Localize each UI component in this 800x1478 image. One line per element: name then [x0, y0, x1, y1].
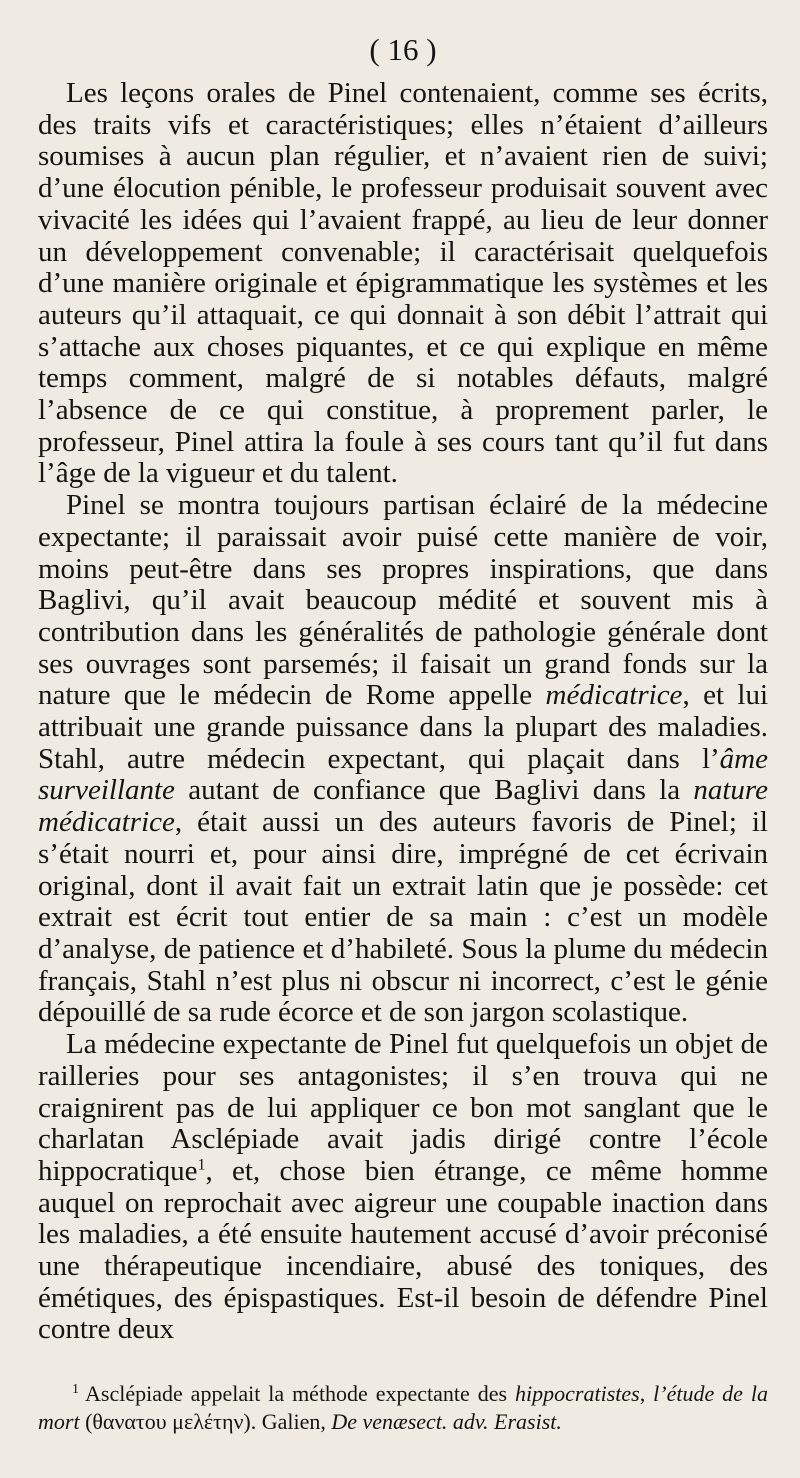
paragraph-1-text: Les leçons orales de Pinel contenaient, comme ses écrits, des traits vifs et caractéristiques; elles n’étaient d’ailleurs soumises à aucun plan régulier, et n’avaient rien de suivi; d’une élocution pénible, le professeur produisait souvent avec vivacité les idées qui l’avaient frappé, au lieu de leur donner un développement convenable; il caractérisait quelquefois d’une manière originale et épigrammatique les systèmes et les auteurs qu’il attaquait, ce qui donnait à son débit l’attrait qui s’attache aux choses piquantes, et ce qui explique en même temps comment, malgré de si notables défauts, malgré l’absence de ce qui constitue, à proprement parler, le professeur, Pinel attira la foule à ses cours tant qu’il fut dans l’âge de la vigueur et du talent.	[38, 77, 768, 490]
footnote-reference: 1	[197, 1156, 206, 1174]
footnote-mark: 1	[72, 1381, 79, 1397]
italic-term-nature-medicatrice: nature médicatrice	[38, 774, 768, 839]
paragraph-2-text-b: , et lui attribuait une grande puissance dans la plupart des maladies. Stahl, autre médecin expectant, qui plaçait dans l’	[38, 679, 768, 775]
paragraph-1	[38, 78, 768, 490]
footnote	[38, 1380, 768, 1436]
paragraph-2-text-d: , était aussi un des auteurs favoris de Pinel; il s’était nourri et, pour ainsi dire, imprégné de cet écrivain original, dont il avait fait un extrait latin que je possède: cet extrait est écrit tout entier de sa main : c’est un modèle d’analyse, de patience et d’habileté. Sous la plume du médecin français, Stahl n’est plus ni obscur ni incorrect, c’est le génie dépouillé de sa rude écorce et de son jargon scolastique.	[38, 806, 768, 1029]
paragraph-3	[38, 1029, 768, 1346]
italic-term-ame-surveillante: âme surveillante	[38, 742, 768, 807]
paragraph-2	[38, 490, 768, 1029]
footnote-text-c: (θανατου μελέτην). Galien,	[79, 1409, 332, 1434]
footnote-text-b: ,	[639, 1381, 654, 1406]
paragraph-2-text-a: Pinel se montra toujours partisan éclairé de la médecine expectante; il paraissait avoir puisé cette manière de voir, moins peut-être dans ses propres inspirations, que dans Baglivi, qu’il avait beaucoup médité et souvent mis à contribution dans les généralités de pathologie générale dont ses ouvrages sont parsemés; il faisait un grand fonds sur la nature que le médecin de Rome appelle	[38, 489, 768, 712]
footnote-text-a: Asclépiade appelait la méthode expectante des	[85, 1381, 516, 1406]
footnote-italic-etude: l’étude de la mort	[38, 1381, 768, 1434]
page-number: ( 16 )	[369, 32, 437, 67]
paragraph-3-text-a: La médecine expectante de Pinel fut quelquefois un objet de railleries pour ses antagonistes; il s’en trouva qui ne craignirent pas de lui appliquer ce bon mot sanglant que le charlatan Asclépiade avait jadis dirigé contre l’école hippocratique	[38, 1028, 768, 1187]
footnote-italic-hippocratistes: hippocratistes	[515, 1381, 640, 1406]
italic-term-medicatrice: médicatrice	[545, 679, 683, 712]
body-text	[38, 78, 768, 1346]
paragraph-2-text-c: autant de confiance que Baglivi dans la	[174, 774, 694, 807]
footnote-italic-citation: De venæsect. adv. Erasist.	[331, 1409, 562, 1434]
paragraph-3-text-b: , et, chose bien étrange, ce même homme auquel on reprochait avec aigreur une coupable inaction dans les maladies, a été ensuite hautement accusé d’avoir préconisé une thérapeutique incendiaire, abusé des toniques, des émétiques, des épispastiques. Est-il besoin de défendre Pinel contre deux	[38, 1154, 768, 1346]
